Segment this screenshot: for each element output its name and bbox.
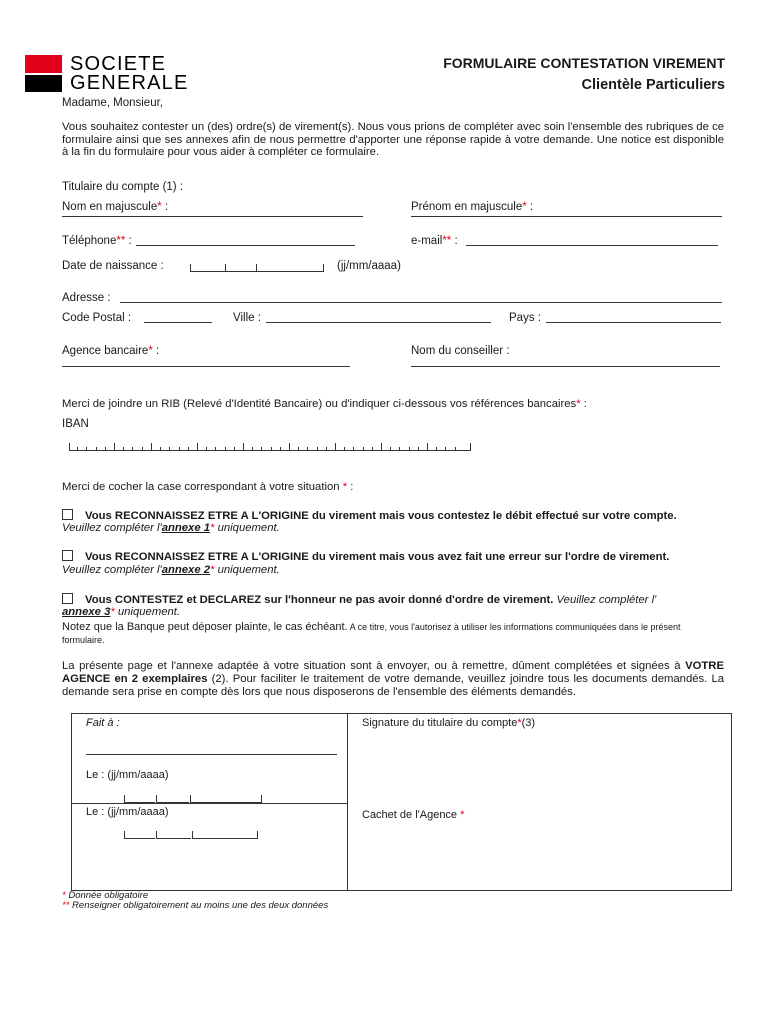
- option-1-instruction: Veuillez compléter l'annexe 1* uniquement.: [62, 522, 280, 534]
- holder-heading: Titulaire du compte (1) :: [62, 181, 184, 193]
- code-postal-field[interactable]: [144, 312, 212, 323]
- fait-a-field[interactable]: [86, 754, 337, 755]
- signature-label: Signature du titulaire du compte*(3): [362, 717, 536, 729]
- form-title: FORMULAIRE CONTESTATION VIREMENT: [443, 55, 725, 71]
- option-2-instruction: Veuillez compléter l'annexe 2* uniquement.: [62, 564, 280, 576]
- nom-field[interactable]: [62, 216, 363, 217]
- brand-name-line1: SOCIETE: [70, 53, 167, 75]
- option-2-checkbox[interactable]: [62, 550, 73, 561]
- telephone-field[interactable]: [136, 235, 355, 246]
- le2-label: Le : (jj/mm/aaaa): [86, 806, 169, 818]
- iban-field[interactable]: [69, 440, 471, 451]
- option-3-instruction: annexe 3* uniquement.: [62, 606, 181, 618]
- complaint-note: Notez que la Banque peut déposer plainte, le cas échéant. A ce titre, vous l'autorisez à utiliser les informations communiquées dans le présent formulaire.: [62, 621, 681, 645]
- birthdate-label: Date de naissance :: [62, 260, 164, 272]
- option-1: Vous RECONNAISSEZ ETRE A L'ORIGINE du virement mais vous contestez le débit effectué sur votre compte.: [62, 509, 677, 522]
- ville-label: Ville :: [233, 312, 261, 324]
- birthdate-format: (jj/mm/aaaa): [337, 260, 401, 272]
- salutation: Madame, Monsieur,: [62, 97, 163, 109]
- brand-logo-mark: [25, 55, 62, 92]
- cachet-label: Cachet de l'Agence *: [362, 809, 465, 821]
- telephone-label: Téléphone** :: [62, 235, 132, 247]
- prenom-field[interactable]: [411, 216, 722, 217]
- le2-date-field[interactable]: [124, 828, 258, 839]
- signature-table-row-divider: [71, 803, 347, 804]
- email-field[interactable]: [466, 235, 718, 246]
- prenom-label: Prénom en majuscule* :: [411, 201, 534, 213]
- option-3: Vous CONTESTEZ et DECLAREZ sur l'honneur ne pas avoir donné d'ordre de virement. Veuillez compléter l': [62, 593, 656, 606]
- pays-field[interactable]: [546, 312, 721, 323]
- fait-a-label: Fait à :: [86, 717, 120, 729]
- le-label: Le : (jj/mm/aaaa): [86, 769, 169, 781]
- adresse-field[interactable]: [120, 292, 722, 303]
- intro-paragraph: Vous souhaitez contester un (des) ordre(s) de virement(s). Nous vous prions de compléter avec soin l'ensemble des rubriques de ce formulaire ainsi que ses annexes afin de nous permettre d'apporter une réponse rapide à votre demande. Une notice est disponible à la fin du formulaire pour vous aider à compléter ce formulaire.: [62, 121, 724, 158]
- option-2: Vous RECONNAISSEZ ETRE A L'ORIGINE du virement mais vous avez fait une erreur sur l'ordre de virement.: [62, 550, 669, 563]
- email-label: e-mail** :: [411, 235, 458, 247]
- nom-label: Nom en majuscule* :: [62, 201, 169, 213]
- pays-label: Pays :: [509, 312, 541, 324]
- footnote-either: ** Renseigner obligatoirement au moins une des deux données: [62, 900, 329, 911]
- agence-field[interactable]: [62, 366, 350, 367]
- closing-paragraph: La présente page et l'annexe adaptée à votre situation sont à envoyer, ou à remettre, dûment complétées et signées à VOTRE AGENCE en 2 exemplaires (2). Pour faciliter le traitement de votre demande, veuillez joindre tous les documents demandés. La demande sera prise en compte dès lors que nous disposerons de l'ensemble des éléments demandés.: [62, 660, 725, 698]
- le-date-field[interactable]: [124, 792, 262, 803]
- footnote-mandatory: * Donnée obligatoire: [62, 890, 149, 901]
- option-1-checkbox[interactable]: [62, 509, 73, 520]
- iban-label: IBAN: [62, 418, 89, 430]
- ville-field[interactable]: [266, 312, 491, 323]
- form-subtitle: Clientèle Particuliers: [581, 77, 725, 93]
- birthdate-field[interactable]: [190, 261, 324, 272]
- option-3-checkbox[interactable]: [62, 593, 73, 604]
- adresse-label: Adresse :: [62, 292, 111, 304]
- conseiller-label: Nom du conseiller :: [411, 345, 510, 357]
- brand-name-line2: GENERALE: [70, 72, 189, 94]
- conseiller-field[interactable]: [411, 366, 720, 367]
- situation-intro: Merci de cocher la case correspondant à votre situation * :: [62, 481, 354, 493]
- rib-instruction: Merci de joindre un RIB (Relevé d'Identité Bancaire) ou d'indiquer ci-dessous vos références bancaires* :: [62, 398, 587, 410]
- code-postal-label: Code Postal :: [62, 312, 132, 324]
- agence-label: Agence bancaire* :: [62, 345, 160, 357]
